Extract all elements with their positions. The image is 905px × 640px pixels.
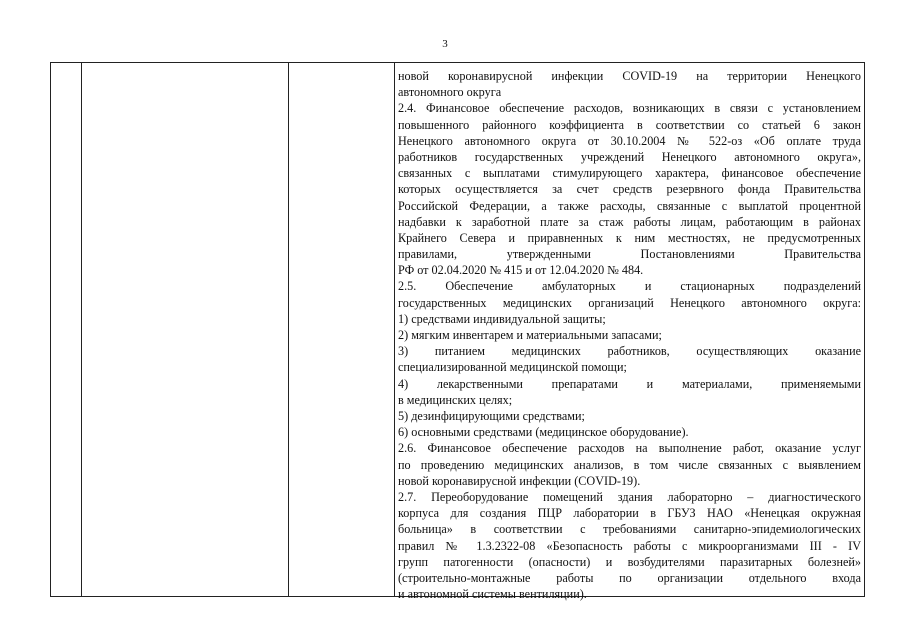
text-line: работников государственных учреждений Ненецкого автономного округа»,: [398, 149, 861, 164]
page-number: 3: [442, 38, 448, 50]
text-line: больница» в соответствии с требованиями санитарно-эпидемиологических: [398, 522, 861, 537]
text-line: Ненецкого автономного округа от 30.10.2004 № 522-оз «Об оплате труда: [398, 133, 861, 148]
text-line: которых осуществляется за счет средств резервного фонда Правительства: [398, 182, 861, 197]
text-line: корпуса для создания ПЦР лаборатории в ГБУЗ НАО «Ненецкая окружная: [398, 506, 861, 521]
text-line: (строительно-монтажные работы по организации отдельного входа: [398, 570, 861, 585]
text-line: государственных медицинских организаций Ненецкого автономного округа:: [398, 295, 861, 310]
text-line: связанных с выплатами стимулирующего характера, финансовое обеспечение: [398, 166, 861, 181]
table-cell-content: [398, 68, 861, 602]
text-line: 4) лекарственными препаратами и материалами, применяемыми: [398, 376, 861, 391]
text-line: по проведению медицинских анализов, в том числе связанных с выявлением: [398, 457, 861, 472]
column-divider-2: [288, 63, 289, 596]
text-line: новой коронавирусной инфекции (COVID-19).: [398, 473, 641, 488]
text-line: 2.7. Переоборудование помещений здания лабораторно – диагностического: [398, 490, 861, 505]
text-line: Российской Федерации, а также расходы, связанные с выплатой процентной: [398, 198, 861, 213]
text-line: правил № 1.3.2322-08 «Безопасность работы с микроорганизмами III - IV: [398, 538, 861, 553]
text-line: 5) дезинфицирующими средствами;: [398, 409, 585, 424]
text-line: повышенного районного коэффициента в соответствии со статьей 6 закон: [398, 117, 861, 132]
text-line: новой коронавирусной инфекции COVID-19 на территории Ненецкого: [398, 69, 861, 83]
text-line: 2.5. Обеспечение амбулаторных и стационарных подразделений: [398, 279, 861, 294]
text-line: специализированной медицинской помощи;: [398, 360, 627, 375]
text-line: и автономной системы вентиляции).: [398, 587, 587, 602]
text-line: 6) основными средствами (медицинское оборудование).: [398, 425, 689, 440]
text-line: надбавки к заработной плате за стаж работы лицам, работающим в районах: [398, 214, 861, 229]
text-line: Крайнего Севера и приравненных к ним местностях, не предусмотренных: [398, 230, 861, 245]
document-table: [50, 62, 865, 602]
column-divider-1: [81, 63, 82, 596]
column-divider-3: [394, 63, 395, 596]
text-line: в медицинских целях;: [398, 392, 513, 407]
text-line: РФ от 02.04.2020 № 415 и от 12.04.2020 № 484.: [398, 263, 644, 278]
text-line: 2) мягким инвентарем и материальными запасами;: [398, 328, 662, 343]
text-line: 1) средствами индивидуальной защиты;: [398, 311, 606, 326]
text-line: групп патогенности (опасности) и возбудителями паразитарных болезней»: [398, 554, 861, 569]
text-line: правилами, утвержденными Постановлениями Правительства: [398, 247, 861, 262]
text-line: автономного округа: [398, 85, 502, 100]
text-line: 2.6. Финансовое обеспечение расходов на выполнение работ, оказание услуг: [398, 441, 861, 456]
text-line: 2.4. Финансовое обеспечение расходов, возникающих в связи с установлением: [398, 101, 861, 116]
text-line: 3) питанием медицинских работников, осуществляющих оказание: [398, 344, 861, 359]
